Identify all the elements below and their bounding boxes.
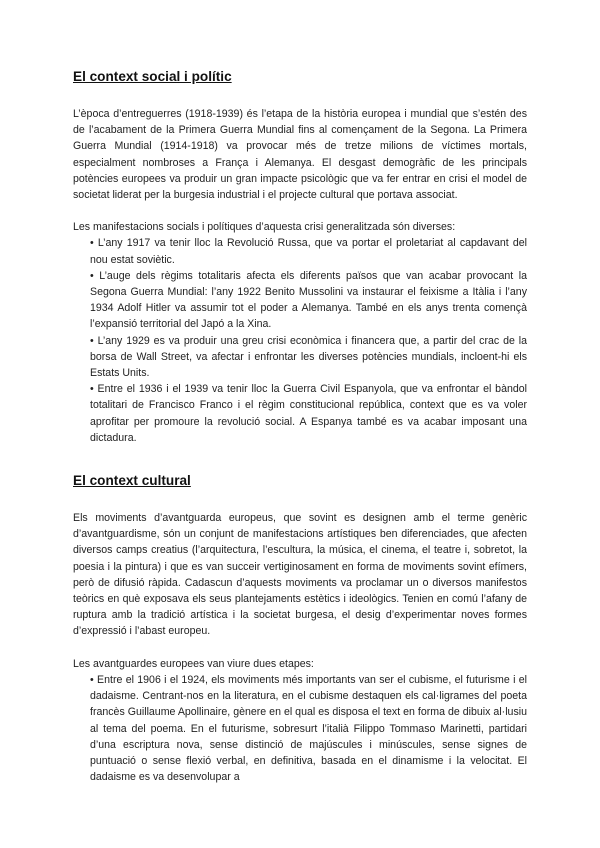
list-intro: Les manifestacions socials i polítiques d’aquesta crisi generalitzada són diverses: [73,221,456,234]
list-item: • L’any 1917 va tenir lloc la Revolució Russa, que va portar el proletariat al capdavant del nou estat soviètic. [90,237,527,266]
list-item: • Entre el 1906 i el 1924, els moviments més importants van ser el cubisme, el futurisme i el dadaisme. Centrant-nos en la literatura, en el cubisme destaquen els cal·ligrames del poeta francès Guillaume Apollinaire, gènere en el qual es disposa el text en forma de dibuix al·lusiu al tema del poema. En el futurisme, sobresurt l’italià Filippo Tommaso Marinetti, partidari d’una escriptura nova, sense distinció de majúscules i minúscules, sense signes de puntuació o sense flexió verbal, en definitiva, basada en el dinamisme i la velocitat. El dadaisme es va desenvolupar a [90,673,527,784]
list-item: • L’auge dels règims totalitaris afecta els diferents països que van acabar provocant la Segona Guerra Mundial: l’any 1922 Benito Mussolini va instaurar el feixisme a Itàlia i l’any 1934 Adolf Hitler va assumir tot el poder a Alemanya. També en els anys trenta començà l’expansió territorial del Japó a la Xina. [90,269,527,331]
document-page [73,66,527,801]
section-title: El context cultural [73,473,191,489]
section-title: El context social i polític [73,69,232,84]
body-paragraph: Els moviments d’avantguarda europeus, que sovint es designen amb el terme genèric d’avantguardisme, són un conjunt de manifestacions artístiques ben diferenciades, que afecten diversos camps creatius (l’arquitectura, l’escultura, la música, el cinema, el teatre i, sobretot, la poesia i la pintura) i que es van succeir vertiginosament en forma de moviments sovint efímers, però de difusió ràpida. Cadascun d’aquests moviments va proclamar un o diversos manifestos teòrics en què exposava els seus plantejaments estètics i ideològics. Tenien en comú l’afany de ruptura amb la tradició artística i la societat burgesa, el desig d’experimentar noves formes d’expressió i l’abast europeu. [73,512,527,638]
list-item: • L’any 1929 es va produir una greu crisi econòmica i financera que, a partir del crac de la borsa de Wall Street, va afectar i enfrontar les diverses potències mundials, incloent-hi els Estats Units. [90,334,527,380]
bullet-list [73,672,527,785]
body-paragraph: L’època d’entreguerres (1918-1939) és l’etapa de la història europea i mundial que s’estén des de l’acabament de la Primera Guerra Mundial fins al començament de la Segona. La Primera Guerra Mundial (1914-1918) va provocar més de tretze milions de víctimes mortals, especialment nombroses a França i Alemanya. El desgast demogràfic de les principals potències europees va produir un gran impacte psicològic que va fer entrar en crisi el model de societat liderat per la burgesia industrial i el projecte cultural que portava associat. [73,108,527,202]
bullet-list [73,235,527,446]
section-social-political [73,66,527,446]
section-cultural [73,470,527,785]
list-intro: Les avantguardes europees van viure dues etapes: [73,657,314,670]
list-item: • Entre el 1936 i el 1939 va tenir lloc la Guerra Civil Espanyola, que va enfrontar el bàndol totalitari de Francisco Franco i el règim constitucional república, context que es va voler aprofitar per promoure la revolució social. A Espanya també es va acabar imposant una dictadura. [90,383,527,444]
